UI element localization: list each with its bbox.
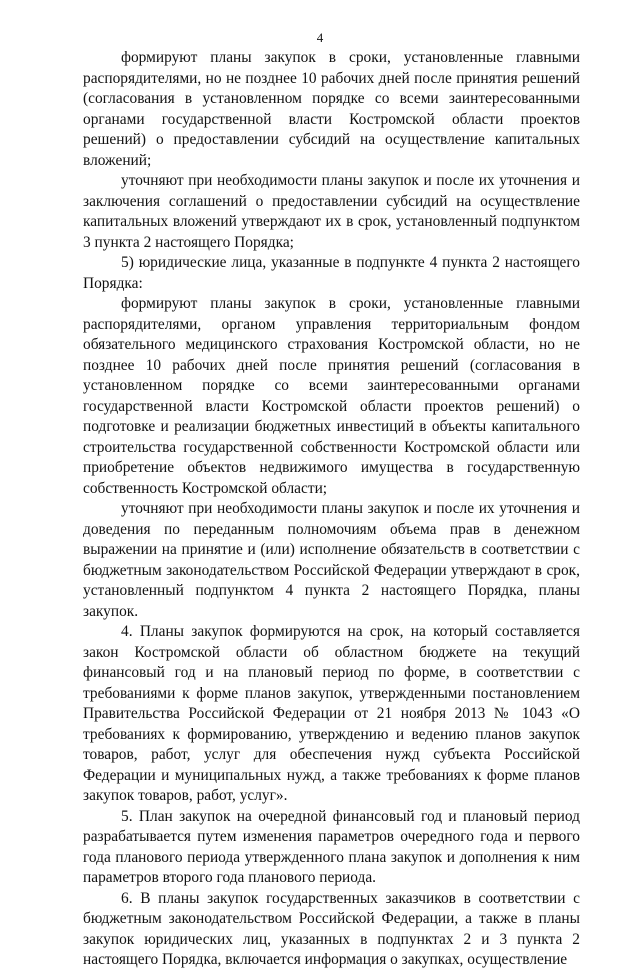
- paragraph-item-5-legal-entities: 5) юридические лица, указанные в подпункте 4 пункта 2 настоящего Порядка:: [83, 254, 580, 292]
- paragraph-clarify-transferred-powers: уточняют при необходимости планы закупок и после их уточнения и доведения по переданным полномочиям объема прав в денежном выражении на принятие и (или) исполнение обязательств в соответствии с бюджетным законодательством Российской Федерации утверждают в срок, установленный подпунктом 4 пункта 2 настоящего Порядка, планы закупок.: [83, 500, 580, 620]
- document-body: [83, 48, 580, 971]
- paragraph-item-5-plan-development: 5. План закупок на очередной финансовый год и плановый период разрабатывается путем изменения параметров очередного года и первого года планового периода утвержденного плана закупок и дополнения к ним параметров второго года планового периода.: [83, 807, 580, 886]
- paragraph-item-6-plan-contents: 6. В планы закупок государственных заказчиков в соответствии с бюджетным законодательством Российской Федерации, а также в планы закупок юридических лиц, указанных в подпунктах 2 и 3 пункта 2 настоящего Порядка, включается информация о закупках, осуществление: [83, 889, 580, 968]
- paragraph-item-4-plan-term: 4. Планы закупок формируются на срок, на который составляется закон Костромской области об областном бюджете на текущий финансовый год и на плановый период по форме, в соответствии с требованиями к форме планов закупок, утвержденными постановлением Правительства Российской Федерации от 21 ноября 2013 № 1043 «О требованиях к формированию, утверждению и ведению планов закупок товаров, работ, услуг для обеспечения нужд субъекта Российской Федерации и муниципальных нужд, а также требованиях к форме планов закупок товаров, работ, услуг».: [83, 623, 580, 804]
- paragraph-clarify-subsidy-agreements: уточняют при необходимости планы закупок и после их уточнения и заключения соглашений о предоставлении субсидий на осуществление капитальных вложений утверждают их в срок, установленный подпунктом 3 пункта 2 настоящего Порядка;: [83, 172, 580, 251]
- paragraph-purchase-plans-legal-entities: формируют планы закупок в сроки, установленные главными распорядителями, органом управления территориальным фондом обязательного медицинского страхования Костромской области, но не позднее 10 рабочих дней после принятия решений (согласования в установленном порядке со всеми заинтересованными органами государственной власти Костромской области проектов решений) о подготовке и реализации бюджетных инвестиций в объекты капитального строительства государственной собственности Костромской области или приобретение объектов недвижимого имущества в государственную собственность Костромской области;: [83, 295, 580, 497]
- page-number: 4: [316, 30, 324, 45]
- paragraph-purchase-plans-main-managers: формируют планы закупок в сроки, установленные главными распорядителями, но не позднее 10 рабочих дней после принятия решений (согласования в установленном порядке со всеми заинтересованными органами государственной власти Костромской области проектов решений) о предоставлении субсидий на осуществление капитальных вложений;: [83, 49, 580, 169]
